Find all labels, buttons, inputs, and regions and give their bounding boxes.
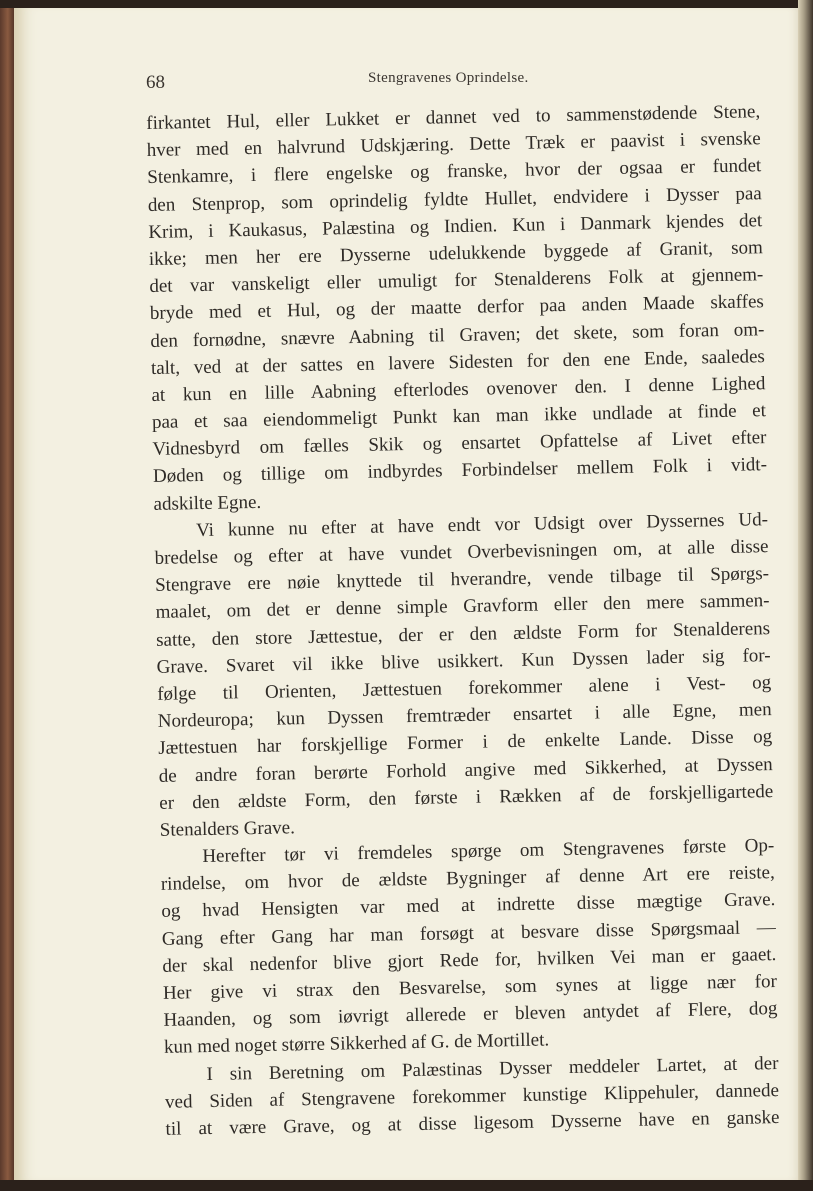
text-line: bredelse og efter at have vundet Overbevisningen om, at alle disse (154, 536, 769, 569)
paragraph-start-line: Vi kunne nu efter at have endt vor Udsigt over Dyssernes Ud- (195, 508, 769, 541)
running-title: Stengravenes Oprindelse. (368, 70, 529, 86)
text-line: Døden og tillige om indbyrdes Forbindelser mellem Folk i vidt- (152, 454, 768, 488)
paragraph-start-line: Herefter tør vi fremdeles spørge om Stengravenes første Op- (202, 835, 775, 868)
body-text (146, 98, 780, 1143)
text-line: talt, ved at der sattes en lavere Sidesten for den ene Ende, saaledes (150, 345, 766, 379)
text-line: den Stenprop, som oprindelig fyldte Hullet, endvidere i Dysser paa (147, 182, 762, 216)
text-line: følge til Orienten, Jættestuen forekommer alene i Vest- og (157, 672, 772, 705)
scan-bottom-border (0, 1180, 813, 1191)
paragraph-end-line: adskilte Egne. (153, 491, 262, 515)
text-line: Her give vi strax den Besvarelse, som synes at ligge nær for (162, 971, 778, 1004)
text-line: Stenkamre, i flere engelske og franske, hvor der ogsaa er fundet (147, 155, 762, 189)
text-line: rindelse, om hvor de ældste Bygninger af denne Art ere reiste, (160, 862, 775, 896)
page-number: 68 (146, 72, 165, 93)
text-line: der skal nedenfor blive gjort Rede for, hvilken Vei man er gaaet. (162, 943, 777, 977)
text-line: satte, den store Jættestue, der er den ældste Form for Stenalderens (155, 617, 771, 651)
text-line: bryde med et Hul, og der maatte derfor paa anden Maade skaffes (149, 291, 765, 325)
text-line: den fornødne, snævre Aabning til Graven; det skete, som foran om- (150, 318, 765, 352)
text-line: firkantet Hul, eller Lukket er dannet ved to sammenstødende Stene, (146, 101, 761, 134)
text-line: paa et saa eiendommeligt Punkt kan man ikke undlade at finde et (151, 400, 767, 434)
text-line: Krim, i Kaukasus, Palæstina og Indien. Kun i Danmark kjendes det (148, 209, 763, 243)
running-head (146, 70, 746, 98)
text-line: det var vanskeligt eller umuligt for Stenalderens Folk at gjennem- (149, 264, 764, 298)
text-line: Gang efter Gang har man forsøgt at besvare disse Spørgsmaal — (161, 916, 777, 950)
paragraph-start-line: I sin Beretning om Palæstinas Dysser meddeler Lartet, at der (206, 1052, 779, 1085)
text-line: Jættestuen har forskjellige Former i de enkelte Lande. Disse og (158, 726, 773, 760)
text-line: Stengrave ere nøie knyttede til hverandre, vende tilbage til Spørgs- (154, 563, 770, 597)
text-line: de andre foran berørte Forhold angive med Sikkerhed, at Dyssen (158, 753, 773, 787)
text-line: Grave. Svaret vil ikke blive usikkert. Kun Dyssen lader sig for- (156, 644, 771, 678)
scan-top-border (0, 0, 813, 8)
text-line: Vidnesbyrd om fælles Skik og ensartet Opfattelse af Livet efter (152, 427, 767, 461)
text-line: er den ældste Form, den første i Rækken af de forskjelligartede (159, 780, 774, 814)
text-line: at kun en lille Aabning efterlodes ovenover den. I denne Lighed (151, 373, 766, 406)
text-line: Haanden, og som iøvrigt allerede er bleven antydet af Flere, dog (163, 998, 778, 1032)
paragraph-end-line: kun med noget større Sikkerhed af G. de Mortillet. (163, 1029, 550, 1059)
text-line: til at være Grave, og at disse ligesom Dysserne have en ganske (165, 1106, 780, 1140)
text-line: og hvad Hensigten var med at indrette disse mægtige Grave. (161, 889, 776, 923)
paragraph-end-line: Stenalders Grave. (159, 817, 296, 841)
text-line: ikke; men her ere Dysserne udelukkende byggede af Granit, som (148, 237, 763, 270)
text-line: Nordeuropa; kun Dyssen fremtræder ensartet i alle Egne, men (157, 699, 772, 733)
text-line: ved Siden af Stengravene forekommer kunstige Klippehuler, dannede (164, 1079, 780, 1113)
text-line: maalet, om det er denne simple Gravform eller den mere sammen- (155, 590, 770, 624)
text-line: hver med en halvrund Udskjæring. Dette Træk er paavist i svenske (146, 128, 761, 162)
page-right-edge (798, 0, 813, 1191)
